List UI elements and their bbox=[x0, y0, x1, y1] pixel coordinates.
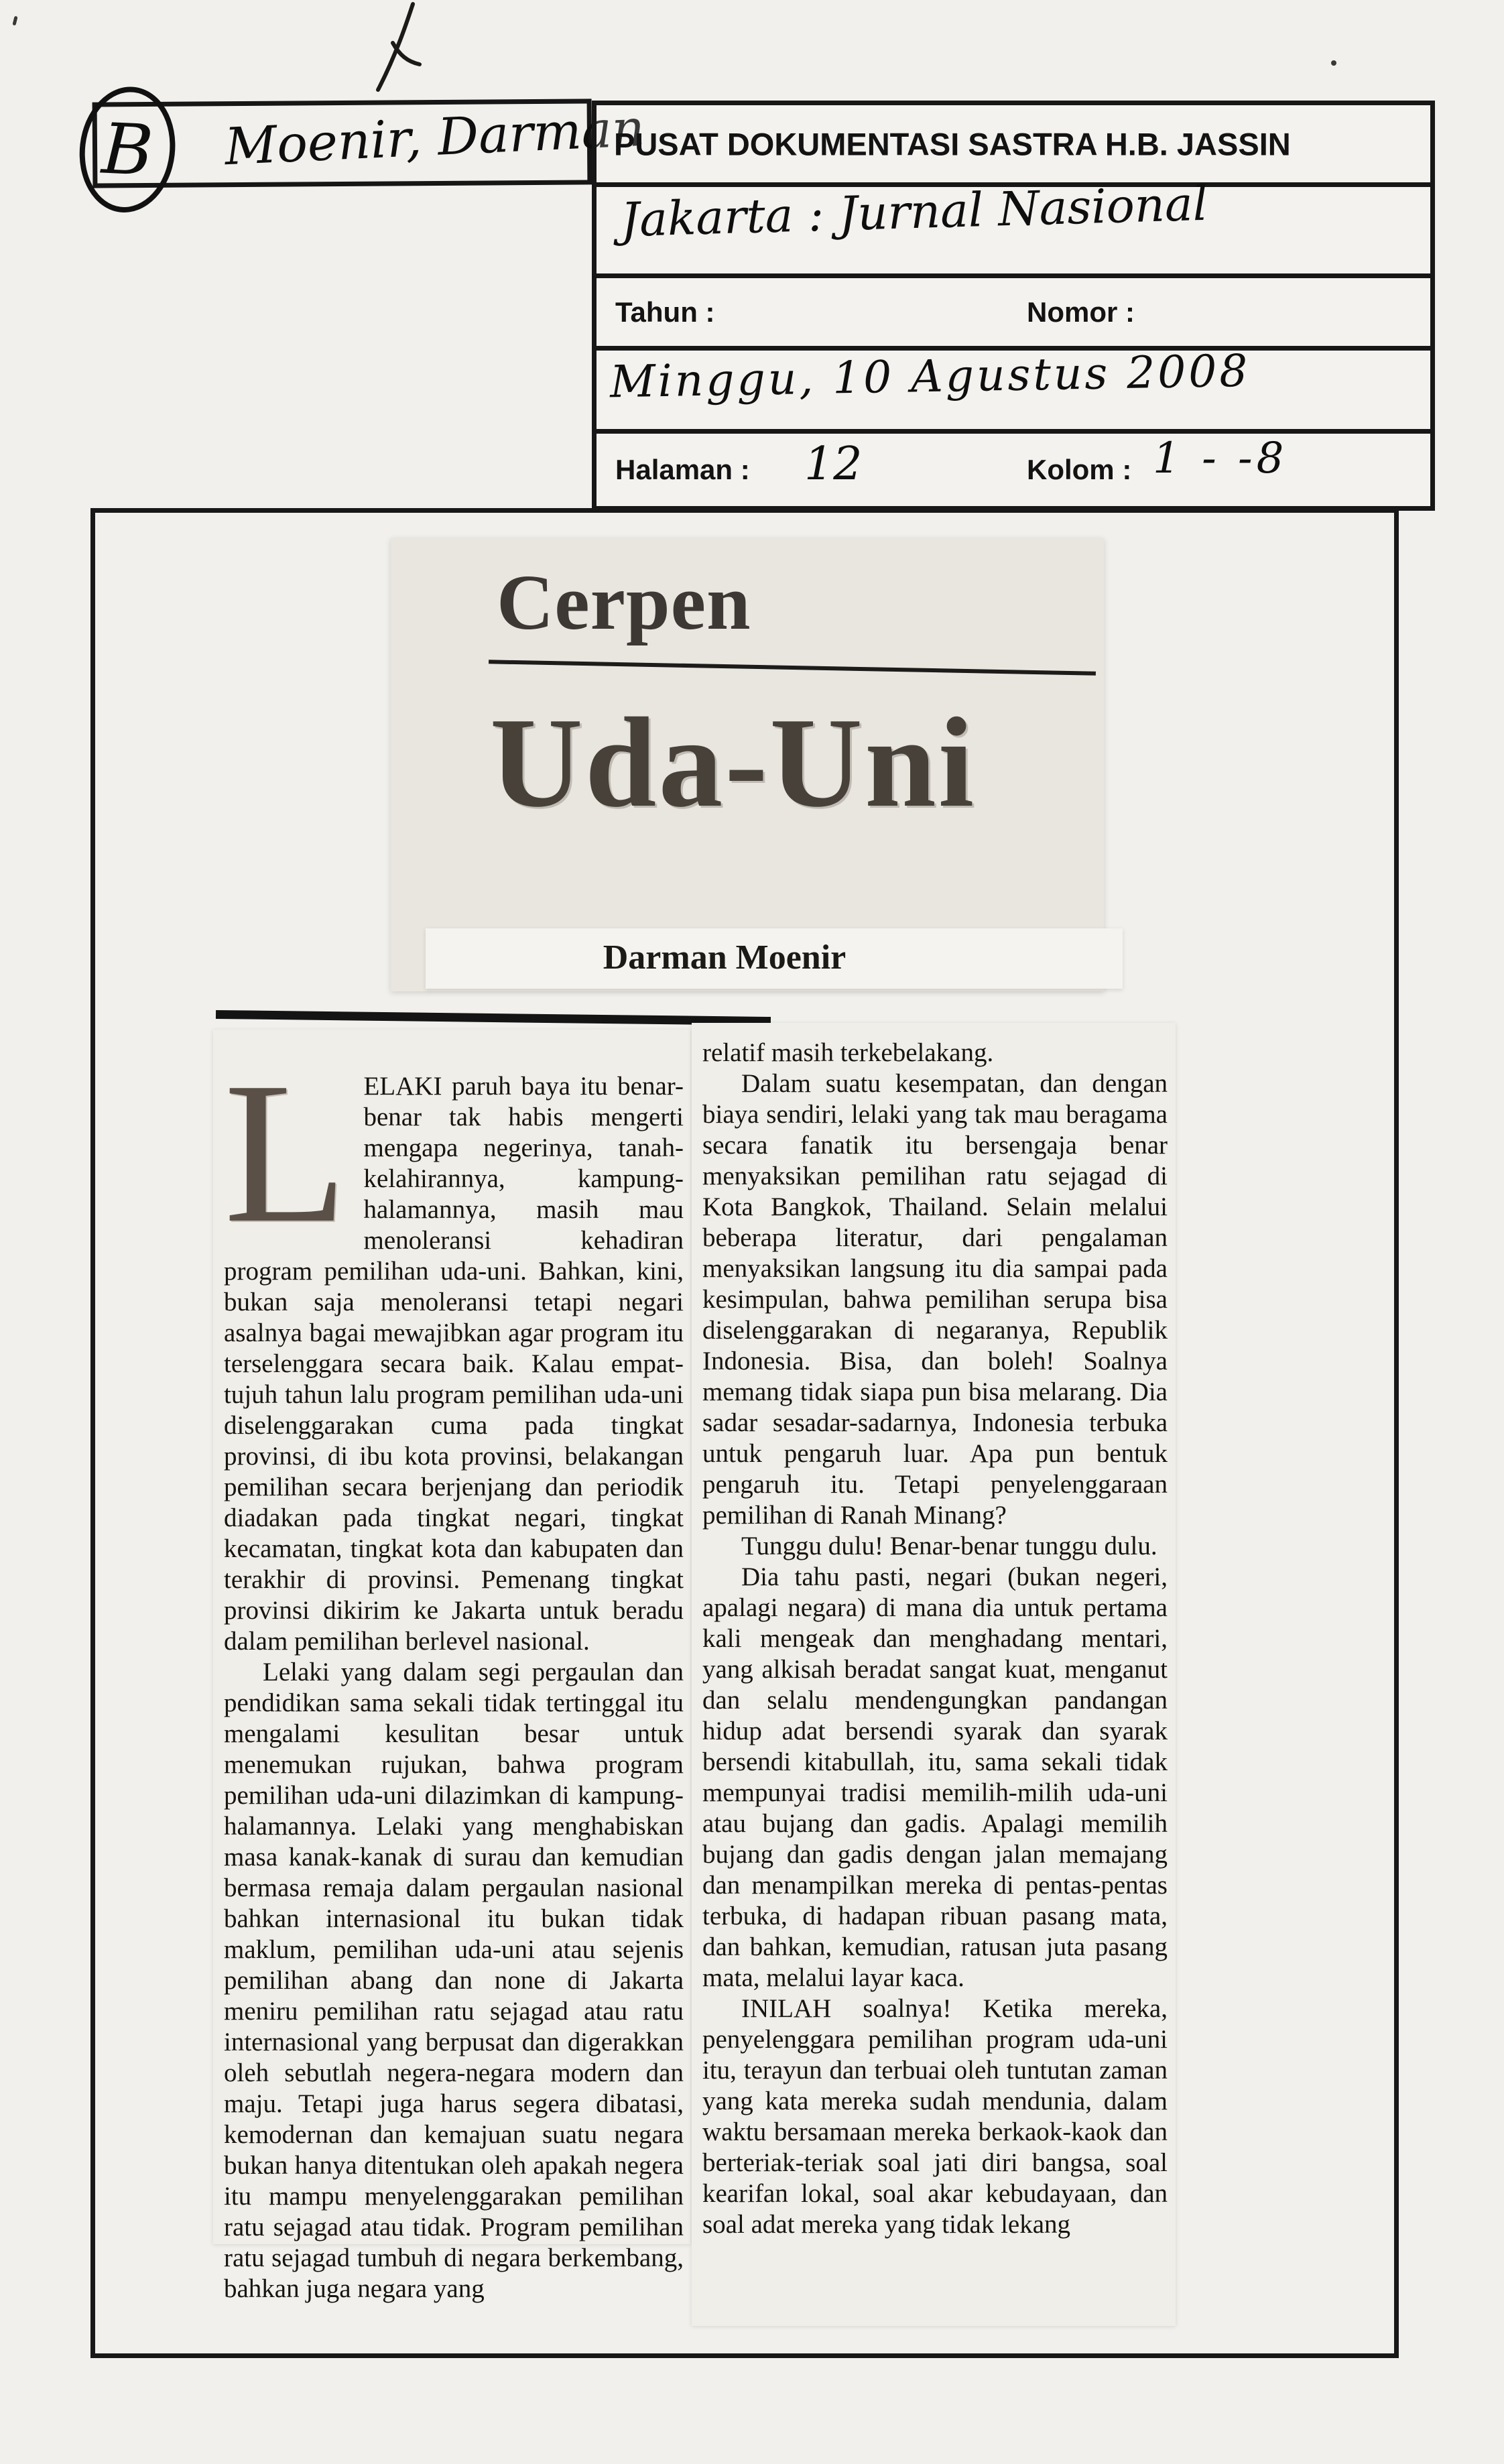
date-entry: Minggu, 10 Agustus 2008 bbox=[609, 345, 1251, 408]
right-text-column bbox=[702, 1038, 1168, 2240]
scan-speck bbox=[1331, 60, 1336, 66]
rubric-title: Cerpen bbox=[497, 558, 751, 646]
byline: Darman Moenir bbox=[603, 938, 847, 977]
catalog-table bbox=[592, 101, 1435, 511]
institution-row bbox=[597, 105, 1430, 187]
right-paragraphs bbox=[702, 1038, 1168, 2240]
drop-cap: L bbox=[224, 1041, 348, 1265]
kolom-label: Kolom : bbox=[1027, 454, 1132, 485]
column-rule-bar bbox=[216, 1010, 771, 1026]
author-entry: Moenir, Darman bbox=[223, 97, 646, 177]
body-paragraph: relatif masih terkebelakang. bbox=[702, 1038, 994, 1067]
tahun-nomor-row bbox=[597, 278, 1430, 351]
author-entry-box bbox=[92, 97, 646, 192]
tahun-label: Tahun : bbox=[615, 296, 715, 328]
rubric-underline bbox=[489, 660, 1096, 675]
body-paragraph: Lelaki yang dalam segi pergaulan dan pendidikan sama sekali tidak tertinggal itu mengalami kesulitan besar untuk menemukan rujukan, bahwa program pemilihan uda-uni dilazimkan di kampung-halamannya. Lelaki yang menghabiskan masa kanak-kanak di surau dan kemudian bermasa remaja dalam pergaulan nasional bahkan internasional itu bukan tidak maklum, pemilihan uda-uni atau sejenis pemilihan abang dan none di Jakarta meniru pemilihan ratu sejagad atau ratu internasional yang berpusat dan digerakkan oleh sebutlah negera-negara modern dan maju. Tetapi juga harus segera dibatasi, kemodernan dan kemajuan suatu negara bukan hanya ditentukan oleh apakah negera itu mampu menyelenggarakan pemilihan ratu sejagad atau tidak. Program pemilihan ratu sejagad tumbuh di negara berkembang, bahkan juga negara yang bbox=[224, 1658, 684, 2303]
date-row bbox=[597, 345, 1430, 434]
nomor-label: Nomor : bbox=[1027, 296, 1135, 328]
left-paragraphs bbox=[224, 1657, 684, 2304]
classification-letter: B bbox=[100, 107, 155, 192]
halaman-kolom-row bbox=[597, 434, 1430, 506]
body-paragraph: Tunggu dulu! Benar-benar tunggu dulu. bbox=[741, 1532, 1157, 1560]
kolom-value: 1 - -8 bbox=[1153, 434, 1288, 483]
source-row bbox=[597, 176, 1430, 278]
lead-paragraph bbox=[224, 1041, 684, 1657]
body-paragraph: Dalam suatu kesempatan, dan dengan biaya sendiri, lelaki yang tak mau beragama secara fanatik itu bersengaja benar menyaksikan pemilihan ratu sejagad di Kota Bangkok, Thailand. Selain melalui beberapa literatur, dari pengalaman menyaksikan langsung itu dia sampai pada kesimpulan, bahwa pemilihan serupa bisa diselenggarakan di negaranya, Republik Indonesia. Bisa, dan boleh! Soalnya memang tidak siapa pun bisa melarang. Dia sadar sesadar-sadarnya, Indonesia terbuka untuk pengaruh luar. Apa pun bentuk pengaruh itu. Tetapi penyelenggaraan pemilihan di Ranah Minang? bbox=[702, 1069, 1168, 1530]
body-paragraph: Dia tahu pasti, negari (bukan negeri, apalagi negara) di mana dia untuk pertama kali mengeak dan menghadang mentari, yang alkisah beradat sangat kuat, menganut dan selalu mendengungkan pandangan hidup adat bersendi syarak dan syarak bersendi kitabullah, itu, sama sekali tidak mempunyai tradisi memilih-milih uda-uni atau bujang dan gadis. Apalagi memilih bujang dan gadis dengan jalan memajang dan menampilkan mereka di pentas-pentas terbuka, di hadapan ribuan pasang mata, dan bahkan, kemudian, ratusan juta pasang mata, melalui layar kaca. bbox=[702, 1562, 1168, 1992]
pen-squiggle-mark bbox=[370, 1, 437, 95]
scan-speck bbox=[12, 16, 17, 26]
byline-paper bbox=[426, 928, 1123, 989]
halaman-label: Halaman : bbox=[615, 454, 750, 485]
body-paragraph: INILAH soalnya! Ketika mereka, penyelenggara pemilihan program uda-uni itu, terayun dan terbuai oleh tuntutan zaman yang kata mereka sudah mendunia, dalam waktu bersamaan mereka berkaok-kaok dan berteriak-teriak soal jati diri bangsa, soal kearifan lokal, soal akar kebudayaan, dan soal adat mereka yang tidak lekang bbox=[702, 1994, 1168, 2239]
institution-name: PUSAT DOKUMENTASI SASTRA H.B. JASSIN bbox=[614, 126, 1291, 162]
classification-mark bbox=[73, 82, 182, 218]
clipping-header-paper bbox=[391, 538, 1104, 991]
source-entry: Jakarta : Jurnal Nasional bbox=[620, 176, 1209, 248]
story-title: Uda-Uni bbox=[490, 691, 977, 834]
halaman-value: 12 bbox=[804, 438, 863, 491]
lead-paragraph-text: ELAKI paruh baya itu benar-benar tak habis mengerti mengapa negerinya, tanah-kelahirannya, kampung-halamannya, masih mau menoleransi kehadiran program pemilihan uda-uni. Bahkan, kini, bukan saja menoleransi tetapi negari asalnya bagai mewajibkan agar program itu terselenggara secara baik. Kalau empat-tujuh tahun lalu program pemilihan uda-uni diselenggarakan cuma pada tingkat provinsi, di ibu kota provinsi, belakangan pemilihan secara berjenjang dan periodik diadakan pada tingkat negari, tingkat kecamatan, tingkat kota dan kabupaten dan terakhir di provinsi. Pemenang tingkat provinsi dikirim ke Jakarta untuk beradu dalam pemilihan berlevel nasional. bbox=[224, 1072, 684, 1656]
left-text-column bbox=[224, 1041, 684, 2304]
